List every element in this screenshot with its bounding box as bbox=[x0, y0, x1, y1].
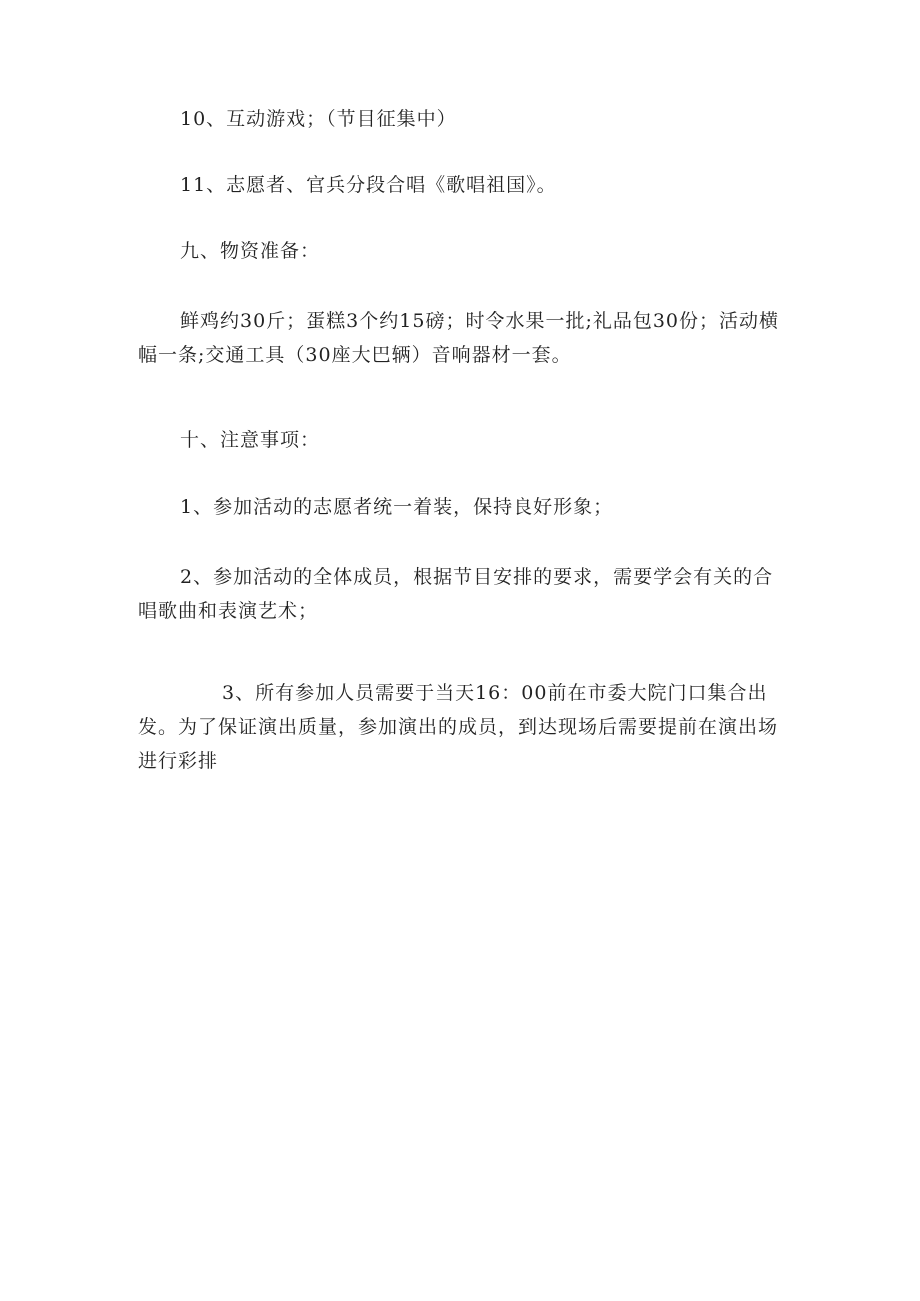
note-item-1: 1、参加活动的志愿者统一着装，保持良好形象； bbox=[180, 496, 614, 518]
note-item-3: 3、所有参加人员需要于当天16：00前在市委大院门口集合出发。为了保证演出质量，参加演出的成员，到达现场后需要提前在演出场进行彩排 bbox=[138, 682, 779, 772]
paragraph-item-10: 10、互动游戏；（节目征集中） bbox=[180, 108, 457, 130]
paragraph-supplies-list: 鲜鸡约30斤；蛋糕3个约15磅；时令水果一批;礼品包30份；活动横幅一条;交通工具（30座大巴辆）音响器材一套。 bbox=[138, 310, 780, 366]
paragraph-item-11: 11、志愿者、官兵分段合唱《歌唱祖国》。 bbox=[180, 174, 557, 196]
section-heading-notes: 十、注意事项： bbox=[180, 429, 321, 451]
note-item-2: 2、参加活动的全体成员，根据节目安排的要求，需要学会有关的合唱歌曲和表演艺术； bbox=[138, 566, 774, 622]
section-heading-supplies: 九、物资准备： bbox=[180, 240, 321, 262]
